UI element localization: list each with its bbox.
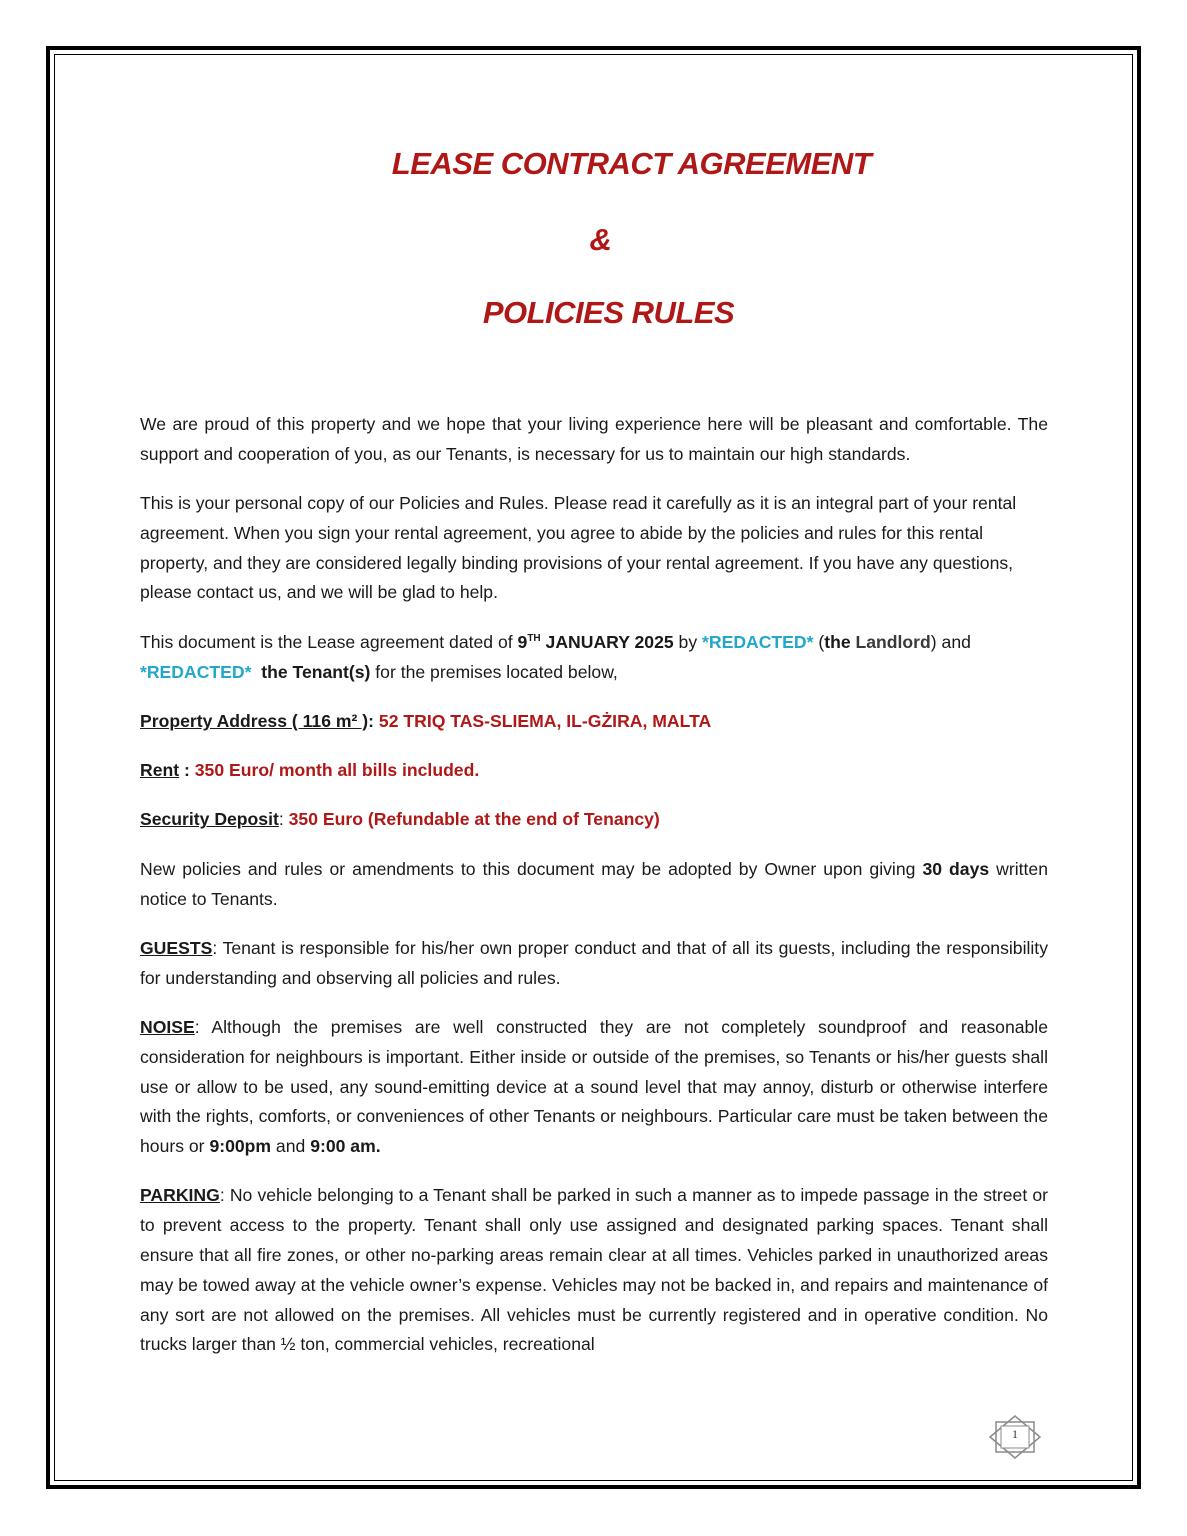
guests-text: : Tenant is responsible for his/her own proper conduct and that of all its guests, including the responsibility for understanding and observing all policies and rules. [140, 937, 1048, 988]
date-suffix: TH [527, 632, 541, 644]
rent-line [140, 756, 1048, 786]
deposit-label: Security Deposit [140, 809, 279, 830]
parking-paragraph [140, 1181, 1048, 1360]
date-month-year: JANUARY 2025 [540, 631, 674, 652]
agreement-date [518, 632, 674, 652]
parking-text: : No vehicle belonging to a Tenant shall be parked in such a manner as to impede passage in the street or to prevent access to the property. Tenant shall only use assigned and designated parking spaces. Tenant shall ensure that all fire zones, or other no-parking areas remain clear at all times. Vehicles parked in unauthorized areas may be towed away at the vehicle owner’s expense. Vehicles may not be backed in, and repairs and maintenance of any sort are not allowed on the premises. All vehicles must be currently registered and in operative condition. No trucks larger than ½ ton, commercial vehicles, recreational [140, 1185, 1048, 1355]
rent-value: 350 Euro/ month all bills included. [194, 760, 480, 781]
noise-time-start: 9:00pm [209, 1136, 272, 1157]
deposit-line [140, 805, 1048, 835]
amendments-text: New policies and rules or amendments to this document may be adopted by Owner upon giving [140, 858, 923, 879]
intro-paragraph: We are proud of this property and we hope that your living experience here will be pleasant and comfortable. The support and cooperation of you, as our Tenants, is necessary for us to maintain our high standards. [140, 414, 1048, 464]
noise-time-end: 9:00 am. [310, 1136, 381, 1157]
amendments-text-end: written notice to Tenants. [140, 858, 1048, 909]
noise-and: and [271, 1136, 311, 1157]
notice-days: 30 days [922, 858, 990, 879]
amendments-paragraph [140, 855, 1048, 915]
property-colon: : [368, 710, 379, 731]
landlord-label: Landlord [850, 631, 931, 652]
title-ampersand: & [589, 222, 612, 257]
property-address-line [140, 707, 1048, 737]
guests-heading: GUESTS [140, 937, 213, 958]
property-address-label: Property Address ( 116 m² ) [140, 710, 369, 731]
landlord-open: ( [813, 631, 825, 652]
deposit-value: 350 Euro (Refundable at the end of Tenancy) [288, 809, 660, 830]
agreement-by: by [673, 631, 703, 652]
page-number-badge [986, 1414, 1044, 1460]
rent-label: Rent [140, 760, 180, 781]
personal-copy-paragraph: This is your personal copy of our Policies and Rules. Please read it carefully as it is an integral part of your rental agreement. When you sign your rental agreement, you agree to abide by the policies and rules for this rental property, and they are considered legally binding provisions of your rental agreement. If you have any questions, please contact us, and we will be glad to help. [140, 493, 1017, 603]
page-number: 1 [1012, 1427, 1018, 1441]
document-body [140, 410, 1048, 1380]
rent-colon: : [179, 760, 195, 781]
guests-paragraph [140, 934, 1048, 994]
date-day: 9 [517, 631, 528, 652]
document-subtitle: POLICIES RULES [482, 295, 735, 330]
tenant-label: the Tenant(s) [256, 661, 371, 682]
tenant-rest: for the premises located below, [370, 661, 618, 682]
property-address-value: 52 TRIQ TAS-SLIEMA, IL-GŻIRA, MALTA [378, 710, 712, 731]
parking-heading: PARKING [140, 1185, 220, 1206]
noise-heading: NOISE [140, 1016, 195, 1037]
landlord-name: *REDACTED* [702, 631, 814, 652]
landlord-close: ) and [930, 631, 971, 652]
noise-paragraph [140, 1013, 1048, 1162]
document-title: LEASE CONTRACT AGREEMENT [391, 146, 872, 181]
tenant-name: *REDACTED* [140, 661, 252, 682]
agreement-text: This document is the Lease agreement dated of [140, 631, 518, 652]
noise-text: : Although the premises are well constructed they are not completely soundproof and reasonable consideration for neighbours is important. Either inside or outside of the premises, so Tenants or his/her guests shall use or allow to be used, any sound-emitting device at a sound level that may annoy, disturb or otherwise interfere with the rights, comforts, or conveniences of other Tenants or neighbours. Particular care must be taken between the hours or [140, 1016, 1048, 1157]
landlord-the: the [824, 631, 851, 652]
deposit-colon: : [278, 809, 289, 830]
agreement-paragraph [140, 628, 1048, 688]
